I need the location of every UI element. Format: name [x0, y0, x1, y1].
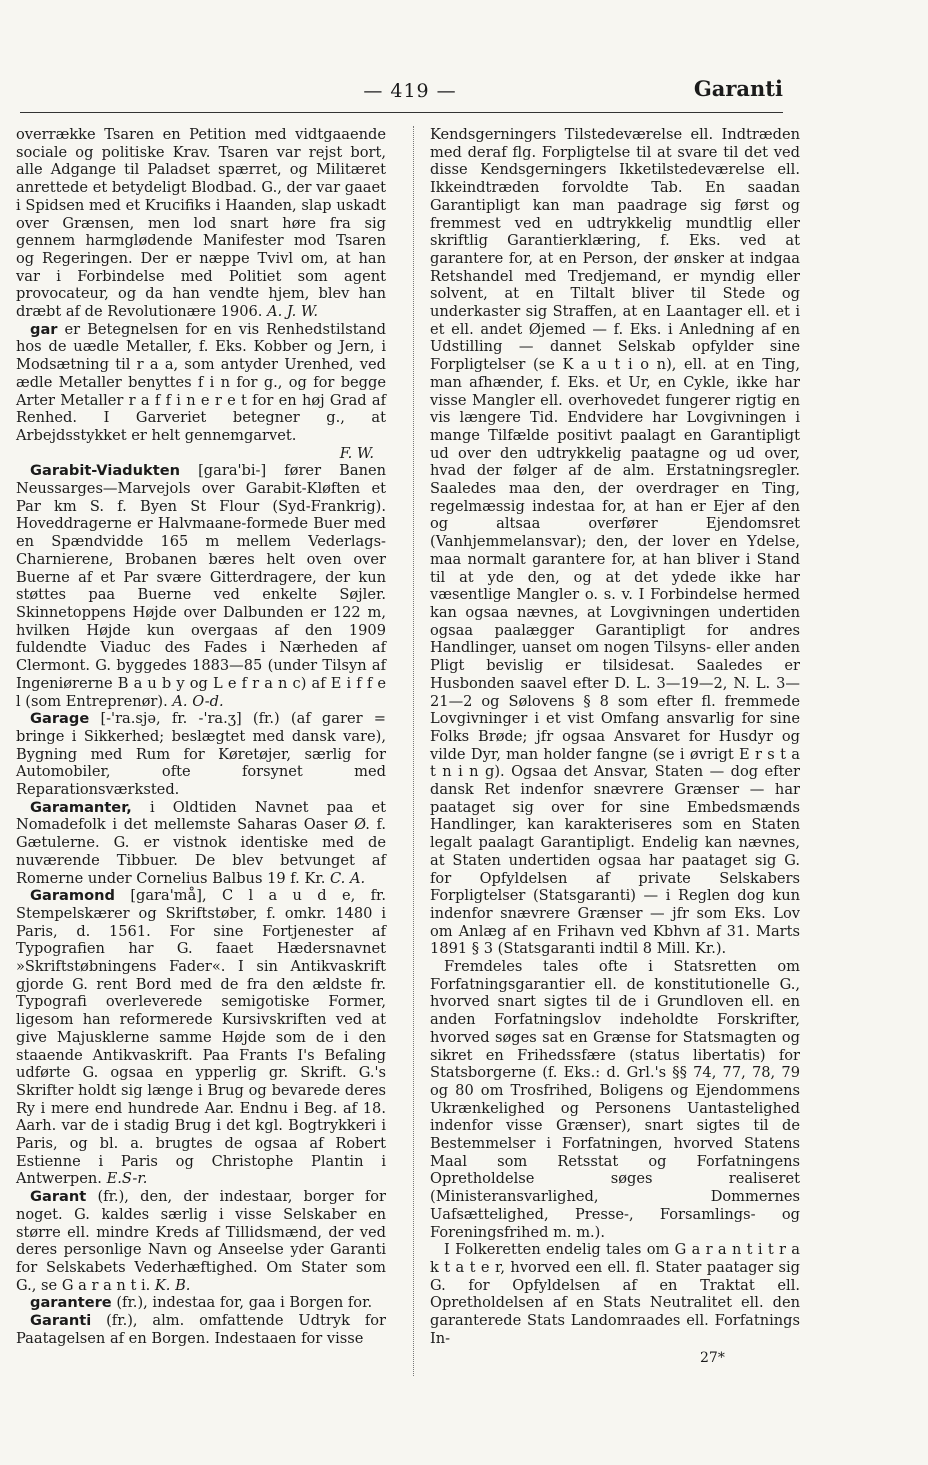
paragraph-continued	[16, 126, 386, 321]
entry-headword: Garabit-Viadukten	[30, 462, 180, 480]
page-number: — 419 —	[363, 80, 457, 102]
entry-gar	[16, 321, 386, 445]
header-rule	[20, 112, 783, 113]
entry-garant	[16, 1188, 386, 1294]
author-signature: F. W.	[339, 444, 374, 462]
paragraph-text: overrække Tsaren en Petition med vidtgaaende sociale og politiske Krav. Tsaren var rejst bort, alle Adgange til Paladset spærret, og Militæret anrettede et betydeligt Blodbad. G., der var gaaet i Spidsen med et Krucifiks i Haanden, slap uskadt over Grænsen, men lod snart høre fra sig gennem harmglødende Manifester mod Tsaren og Regeringen. Der er næppe Tvivl om, at han var i Forbindelse med Politiet som agent provocateur, og da han vendte hjem, blev han dræbt af de Revolutionære 1906.	[16, 126, 386, 321]
entry-headword: Garamond	[30, 887, 115, 905]
entry-headword: gar	[30, 320, 58, 338]
entry-text: [gara'bi-] fører Banen Neussarges—Marvejols over Garabit-Kløften et Par km S. f. Byen St Flour (Syd-Frankrig). Hoveddragerne er Halvmaane-formede Buer med en Spændvidde 165 m mellem Vederlags-Charnierene, Brobanen bæres helt oven over Buerne af et Par svære Gitterdragere, der kun støttes paa Buerne ved enkelte Søjler. Skinnetoppens Højde over Dalbunden er 122 m, hvilken Højde kun overgaas af den 1909 fuldendte Viaduc des Fades i Nærheden af Clermont. G. byggedes 1883—85 (under Tilsyn af Ingeniørerne B a u b y og L e f r a n c) af E i f f e l (som Entreprenør).	[16, 462, 386, 710]
running-head: Garanti	[693, 76, 783, 101]
entry-headword: Garanti	[30, 1312, 92, 1330]
author-signature: E.S-r.	[106, 1170, 148, 1188]
entry-text: (fr.), indestaa for, gaa i Borgen for.	[116, 1294, 373, 1312]
column-divider	[413, 126, 414, 1376]
entry-garamond	[16, 887, 386, 1188]
left-column	[16, 126, 386, 1348]
entry-garanti	[16, 1312, 386, 1347]
author-signature: K. B.	[154, 1276, 191, 1294]
paragraph-continued: Kendsgerningers Tilstedeværelse ell. Indtræden med deraf flg. Forpligtelse til at svare til det ved disse Kendsgerningers Ikketilstedeværelse ell. Ikkeindtræden forvoldte Tab. En saadan Garantipligt kan man paadrage sig først og fremmest ved en udtrykkelig mundtlig eller skriftlig Garantierklæring, f. Eks. ved at garantere for, at en Person, der ønsker at indgaa Retshandel med Tredjemand, er myndig eller solvent, at en Tiltalt bliver til Stede og underkaster sig Straffen, at en Laantager ell. et i et ell. andet Øjemed — f. Eks. i Anledning af en Udstilling — dannet Selskab opfylder sine Forpligtelser (se K a u t i o n), ell. at en Ting, man afhænder, f. Eks. et Ur, en Cykle, ikke har visse Mangler ell. overhovedet fungerer rigtig en vis længere Tid. Endvidere har Lovgivningen i mange Tilfælde positivt paalagt en Garantipligt ud over den udtrykkelig paatagne og ud over, hvad der følger af de alm. Erstatningsregler. Saaledes maa den, der overdrager en Ting, regelmæssig indestaa for, at han er Ejer af den og altsaa overfører Ejendomsret (Vanhjemmelansvar); den, der lover en Ydelse, maa normalt garantere for, at han bliver i Stand til at yde den, og at det ydede ikke har væsentlige Mangler o. s. v. I Forbindelse hermed kan ogsaa nævnes, at Lovgivningen undertiden ogsaa paalægger Garantipligt for andres Handlinger, uanset om nogen Tilsyns- eller anden Pligt bevislig er tilsidesat. Saaledes er Husbonden saavel efter D. L. 3—19—2, N. L. 3—21—2 og Sølovens § 8 som efter fl. fremmede Lovgivninger i et vist Omfang ansvarlig for sine Folks Brøde; jfr ogsaa Ansvaret for Husdyr og vilde Dyr, man holder fangne (se i øvrigt E r s t a t n i n g). Ogsaa det Ansvar, Staten — dog efter dansk Ret indenfor snævrere Grænser — har paataget sig over for sine Embedsmænds Handlinger, kan karakteriseres som en Staten legalt paalagt Garantipligt. Endelig kan nævnes, at Staten undertiden ogsaa har paataget sig G. for Opfyldelsen af private Selskabers Forpligtelser (Statsgaranti) — i Reglen dog kun indenfor snævrere Grænser — jfr som Eks. Lov om Anlæg af en Frihavn ved Kbhvn af 31. Marts 1891 § 3 (Statsgaranti indtil 8 Mill. Kr.).	[430, 126, 800, 958]
author-signature: C. A.	[330, 869, 366, 887]
entry-text: (fr.), den, der indestaar, borger for noget. G. kaldes særlig i visse Selskaber en større ell. mindre Kreds af Tillidsmænd, der ved deres personlige Navn og Anseelse yder Garanti for Selskabets Vederhæftighed. Om Stater som G., se G a r a n t i.	[16, 1188, 386, 1294]
signature-mark: 27*	[700, 1350, 725, 1366]
paragraph: I Folkeretten endelig tales om G a r a n t i t r a k t a t e r, hvorved een ell. fl. Stater paatager sig G. for Opfyldelsen af en Traktat ell. Opretholdelsen af en Stats Neutralitet ell. den garanterede Stats Landomraades ell. Forfatnings In-	[430, 1241, 800, 1347]
entry-garabit	[16, 462, 386, 710]
entry-text: (fr.), alm. omfattende Udtryk for Paatagelsen af en Borgen. Indestaaen for visse	[16, 1312, 387, 1347]
author-signature: A. J. W.	[267, 303, 318, 321]
entry-text: [gara'må], C l a u d e, fr. Stempelskærer og Skriftstøber, f. omkr. 1480 i Paris, d. 1561. For sine Fortjenester af Typografien har G. faaet Hædersnavnet »Skriftstøbningens Fader«. I sin Antikvaskrift gjorde G. rent Bord med de fra den ældste fr. Typografi overleverede semigotiske Former, ligesom han reformerede Kursivskriften ved at give Majusklerne samme Højde som de i den staaende Antikvaskrift. Paa Frants I's Befaling udførte G. ogsaa en ypperlig gr. Skrift. G.'s Skrifter holdt sig længe i Brug og bevarede deres Ry i mere end hundrede Aar. Endnu i Beg. af 18. Aarh. var de i stadig Brug i det kgl. Bogtrykkeri i Paris, og bl. a. brugtes de ogsaa af Robert Estienne i Paris og Christophe Plantin i Antwerpen.	[16, 887, 387, 1188]
paragraph: Fremdeles tales ofte i Statsretten om Forfatningsgarantier ell. de konstitutionelle G., hvorved snart sigtes til de i Grundloven ell. en anden Forfatningslov indeholdte Forskrifter, hvorved søges sat en Grænse for Statsmagten og sikret en Frihedssfære (status libertatis) for Statsborgerne (f. Eks.: d. Grl.'s §§ 74, 77, 78, 79 og 80 om Trosfrihed, Boligens og Ejendommens Ukrænkelighed og Personens Uantastelighed indenfor visse Grænser), snart sigtes til de Bestemmelser i Forfatningen, hvorved Statens Maal som Retsstat og Forfatningens Opretholdelse søges realiseret (Ministeransvarlighed, Dommernes Uafsættelighed, Presse-, Forsamlings- og Foreningsfrihed m. m.).	[430, 958, 800, 1241]
entry-headword: Garage	[30, 710, 90, 728]
entry-garantere	[16, 1294, 386, 1312]
entry-text: i Oldtiden Navnet paa et Nomadefolk i det mellemste Saharas Oaser Ø. f. Gætulerne. G. er vistnok identiske med de nuværende Tibbuer. De blev betvunget af Romerne under Cornelius Balbus 19 f. Kr.	[16, 798, 387, 887]
entry-text: er Betegnelsen for en vis Renhedstilstand hos de uædle Metaller, f. Eks. Kobber og Jern, i Modsætning til r a a, som antyder Urenhed, ved ædle Metaller benyttes f i n for g., og for begge Arter Metaller r a f f i n e r e t for en høj Grad af Renhed. I Garveriet betegner g., at Arbejdsstykket er helt gennemgarvet.	[16, 320, 386, 444]
right-column	[430, 126, 800, 1348]
entry-garage	[16, 710, 386, 799]
author-signature: A. O-d.	[172, 692, 224, 710]
entry-headword: garantere	[30, 1294, 112, 1312]
entry-text: [-'ra.sjə, fr. -'ra.ʒ] (fr.) (af garer = bringe i Sikkerhed; beslægtet med dansk vare), Bygning med Rum for Køretøjer, særlig for Automobiler, ofte forsynet med Reparationsværksted.	[16, 710, 386, 799]
entry-headword: Garant	[30, 1188, 87, 1206]
entry-headword: Garamanter,	[30, 798, 132, 816]
page-header	[20, 72, 783, 106]
entry-garamanter	[16, 799, 386, 888]
